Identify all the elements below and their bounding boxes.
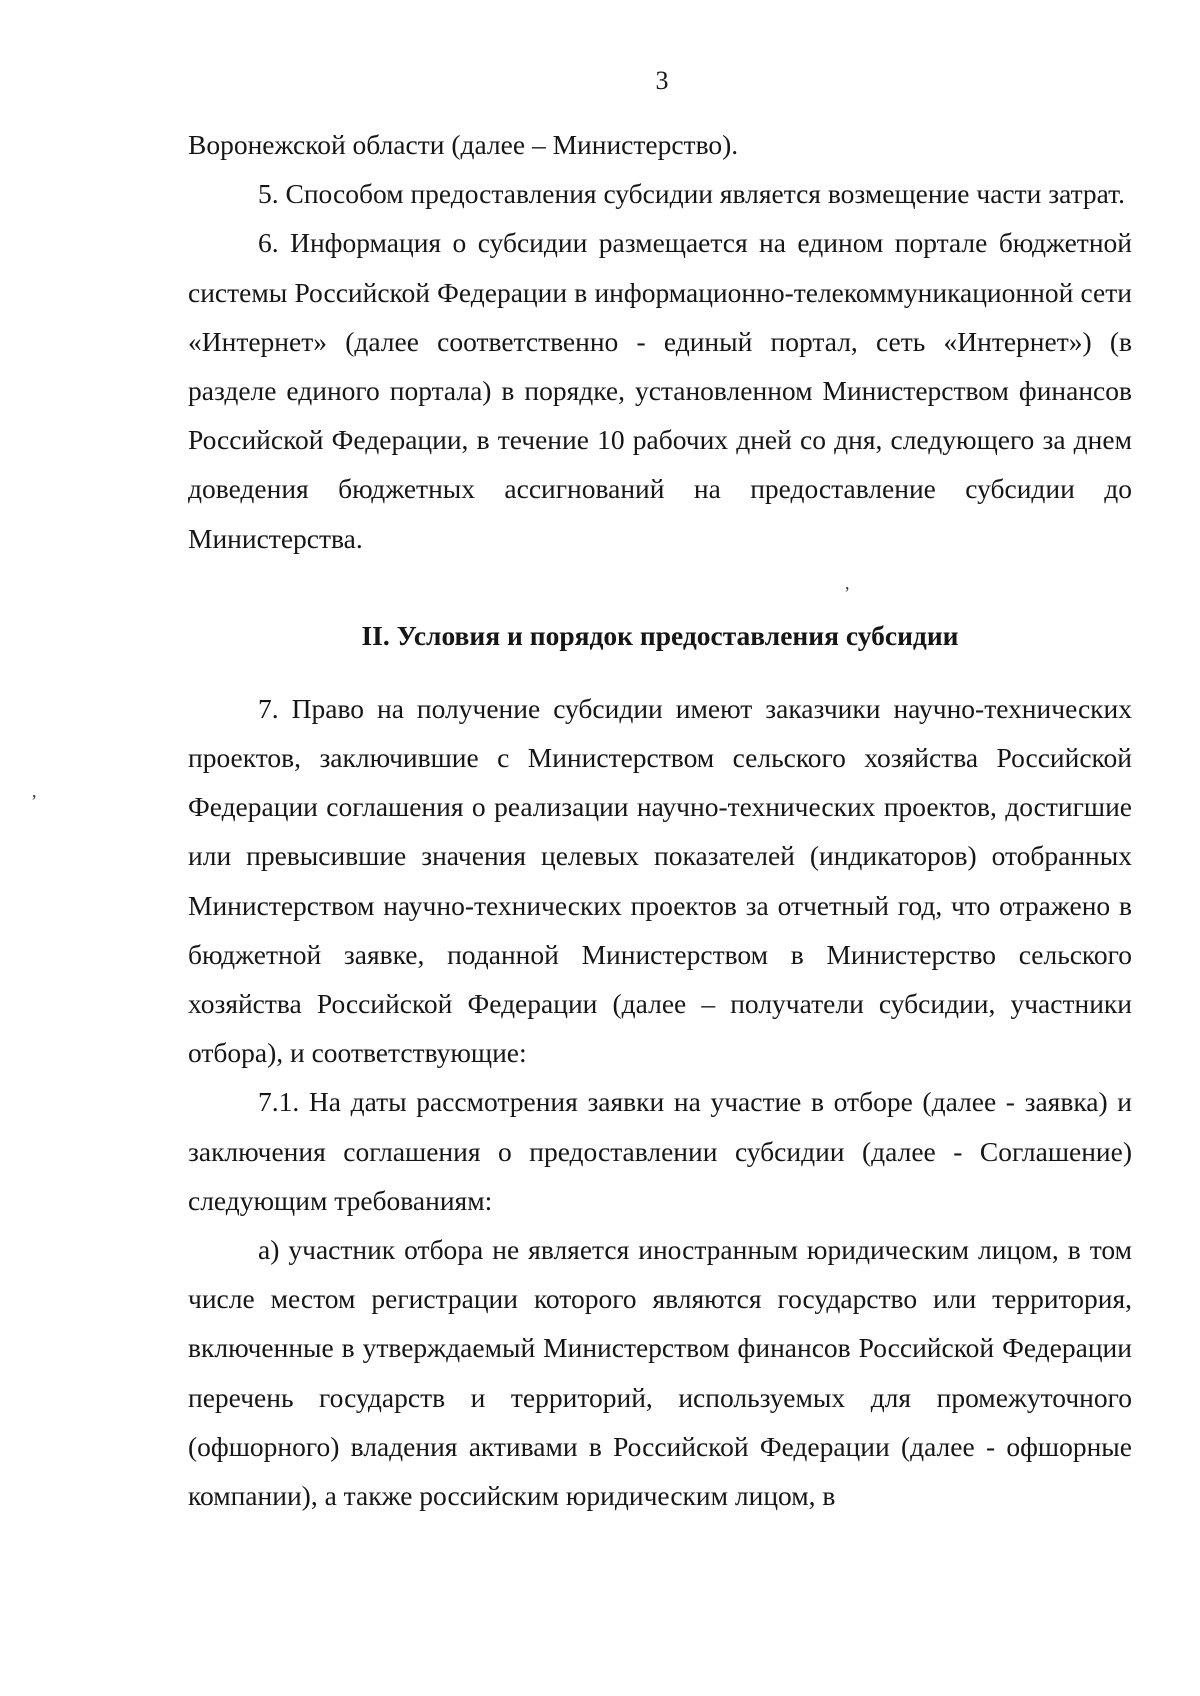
document-body — [188, 120, 1132, 1520]
paragraph-item-7-1: 7.1. На даты рассмотрения заявки на участие в отборе (далее - заявка) и заключения соглашения о предоставлении субсидии (далее - Соглашение) следующим требованиям: — [188, 1086, 1132, 1216]
scan-speck: , — [845, 573, 850, 593]
paragraph-item-7: 7. Право на получение субсидии имеют заказчики научно-технических проектов, заключившие с Министерством сельского хозяйства Российской Федерации соглашения о реализации научно-технических проектов, достигшие или превысившие значения целевых показателей (индикаторов) отобранных Министерством научно-технических проектов за отчетный год, что отражено в бюджетной заявке, поданной Министерством в Министерство сельского хозяйства Российской Федерации (далее – получатели субсидии, участники отбора), и соответствующие: — [188, 692, 1132, 1069]
paragraph-item-a: а) участник отбора не является иностранным юридическим лицом, в том числе местом регистрации которого являются государство или территория, включенные в утверждаемый Министерством финансов Российской Федерации перечень государств и территорий, используемых для промежуточного (офшорного) владения активами в Российской Федерации (далее - офшорные компании), а также российским юридическим лицом, в — [188, 1234, 1132, 1512]
scan-speck: , — [32, 781, 37, 801]
paragraph-item-6: 6. Информация о субсидии размещается на едином портале бюджетной системы Российской Федерации в информационно-телекоммуникационной сети «Интернет» (далее соответственно - единый портал, сеть «Интернет») (в разделе единого портала) в порядке, установленном Министерством финансов Российской Федерации, в течение 10 рабочих дней со дня, следующего за днем доведения бюджетных ассигнований на предоставление субсидии до Министерства. — [188, 227, 1132, 554]
page-number: 3 — [655, 66, 669, 95]
paragraph-continuation: Воронежской области (далее – Министерство). — [188, 129, 739, 160]
section-heading: II. Условия и порядок предоставления субсидии — [361, 619, 959, 651]
paragraph-item-5: 5. Способом предоставления субсидии является возмещение части затрат. — [258, 178, 1125, 210]
